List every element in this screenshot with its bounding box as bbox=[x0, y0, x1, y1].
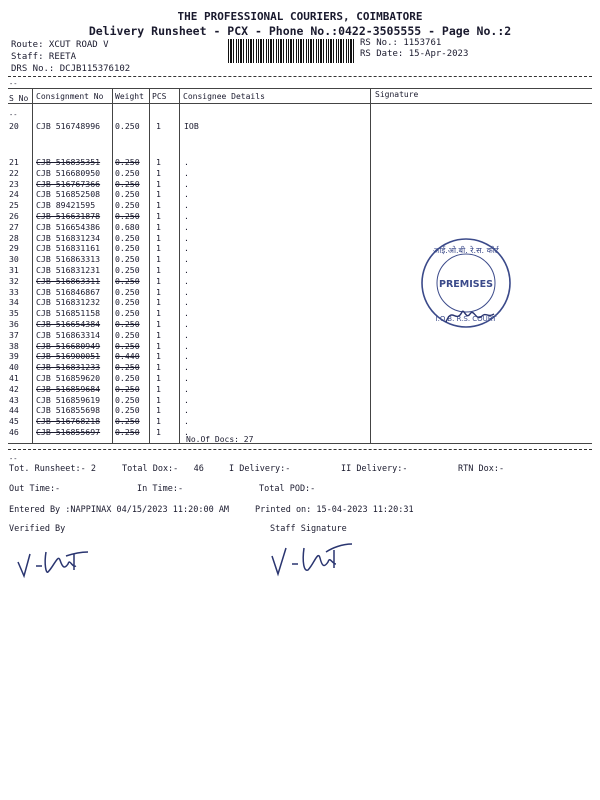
cell-weight: 0.680 bbox=[115, 221, 140, 232]
tot-runsheet: Tot. Runsheet:- 2 bbox=[9, 464, 96, 474]
cell-pcs: 1 bbox=[156, 427, 161, 437]
cell-consignment: CJB 516863313 bbox=[36, 254, 101, 265]
cell-pcs: 1 bbox=[156, 383, 161, 394]
cell-pcs: 1 bbox=[156, 200, 161, 211]
cell-pcs: 1 bbox=[156, 373, 161, 383]
cell-pcs: 1 bbox=[156, 319, 161, 329]
cell-sno: 22 bbox=[9, 167, 19, 178]
cell-details: . bbox=[184, 254, 189, 265]
total-dox: Total Dox:- 46 bbox=[122, 464, 204, 474]
cell-pcs: 1 bbox=[156, 211, 161, 221]
ii-delivery: II Delivery:- bbox=[341, 464, 408, 474]
cell-sno: 26 bbox=[9, 211, 19, 221]
cell-details: . bbox=[184, 383, 189, 394]
table-row bbox=[0, 168, 600, 179]
cell-consignment: CJB 516831234 bbox=[36, 232, 101, 243]
cell-pcs: 1 bbox=[156, 254, 161, 265]
cell-details: . bbox=[184, 189, 189, 200]
cell-sno: 43 bbox=[9, 394, 19, 405]
cell-details: . bbox=[184, 373, 189, 383]
cell-weight: 0.250 bbox=[115, 189, 140, 200]
cell-weight: 0.250 bbox=[115, 286, 140, 297]
col-sno: S No bbox=[9, 94, 29, 103]
cell-sno: 27 bbox=[9, 221, 19, 232]
cell-consignment: CJB 516863314 bbox=[36, 329, 101, 340]
col-consignment: Consignment No bbox=[36, 92, 104, 101]
entered-by: Entered By :NAPPINAX 04/15/2023 11:20:00 AM bbox=[9, 505, 230, 515]
cell-weight: 0.250 bbox=[115, 405, 140, 416]
printed-on: Printed on: 15-04-2023 11:20:31 bbox=[255, 505, 414, 515]
cell-consignment: CJB 89421595 bbox=[36, 200, 96, 211]
in-time: In Time:- bbox=[137, 484, 184, 494]
header-divider bbox=[8, 76, 592, 77]
cell-details: . bbox=[184, 405, 189, 416]
cell-sno: 30 bbox=[9, 254, 19, 265]
table-row bbox=[0, 395, 600, 406]
cell-pcs: 1 bbox=[156, 340, 161, 351]
footer-divider bbox=[8, 449, 592, 450]
verified-signature bbox=[14, 540, 94, 580]
total-pod: Total POD:- bbox=[259, 484, 316, 494]
cell-consignment: CJB 516855697 bbox=[36, 427, 101, 437]
cell-consignment: CJB 516831161 bbox=[36, 243, 101, 254]
cell-pcs: 1 bbox=[156, 275, 161, 286]
cell-weight: 0.250 bbox=[115, 427, 140, 437]
cell-pcs: 1 bbox=[156, 405, 161, 416]
cell-pcs: 1 bbox=[156, 189, 161, 200]
col-pcs: PCS bbox=[152, 92, 167, 101]
table-bottom-border bbox=[8, 443, 592, 444]
verified-by-label: Verified By bbox=[9, 524, 66, 534]
rtn-dox: RTN Dox:- bbox=[458, 464, 505, 474]
stamp-center-text: PREMISES bbox=[439, 279, 493, 290]
cell-sno: 42 bbox=[9, 383, 19, 394]
cell-pcs: 1 bbox=[156, 329, 161, 340]
cell-weight: 0.250 bbox=[115, 243, 140, 254]
table-row bbox=[0, 384, 600, 395]
cell-consignment: CJB 516852508 bbox=[36, 189, 101, 200]
verified-signature-path bbox=[18, 552, 88, 576]
cell-details: . bbox=[184, 351, 189, 362]
cell-weight: 0.250 bbox=[115, 254, 140, 265]
table-row bbox=[0, 341, 600, 352]
stamp-signature bbox=[440, 300, 500, 330]
footer-marks: -- bbox=[9, 455, 18, 463]
cell-details: . bbox=[184, 167, 189, 178]
cell-consignment: CJB 516680950 bbox=[36, 167, 101, 178]
table-row bbox=[0, 211, 600, 222]
cell-consignment: CJB 516767366 bbox=[36, 178, 101, 189]
cell-consignment: CJB 516863311 bbox=[36, 275, 101, 286]
cell-consignment: CJB 516859684 bbox=[36, 383, 101, 394]
company-title: THE PROFESSIONAL COURIERS, COIMBATORE bbox=[177, 10, 423, 23]
cell-weight: 0.250 bbox=[115, 329, 140, 340]
staff-signature-path bbox=[272, 544, 352, 574]
cell-pcs: 1 bbox=[156, 243, 161, 254]
cell-weight: 0.250 bbox=[115, 157, 140, 167]
cell-details: . bbox=[184, 362, 189, 373]
cell-consignment: CJB 516631878 bbox=[36, 211, 101, 221]
cell-sno: 21 bbox=[9, 157, 19, 167]
table-row bbox=[0, 189, 600, 200]
cell-sno: 44 bbox=[9, 405, 19, 416]
out-time: Out Time:- bbox=[9, 484, 61, 494]
cell-weight: 0.250 bbox=[115, 319, 140, 329]
cell-weight: 0.250 bbox=[115, 121, 140, 131]
cell-weight: 0.250 bbox=[115, 362, 140, 373]
cell-weight: 0.440 bbox=[115, 351, 140, 362]
table-row bbox=[0, 427, 600, 438]
cell-consignment: CJB 516846867 bbox=[36, 286, 101, 297]
cell-consignment: CJB 516851158 bbox=[36, 308, 101, 319]
cell-details: . bbox=[184, 275, 189, 286]
table-row bbox=[0, 330, 600, 341]
cell-sno: 32 bbox=[9, 275, 19, 286]
cell-sno: 41 bbox=[9, 373, 19, 383]
table-row bbox=[0, 179, 600, 190]
cell-sno: 39 bbox=[9, 351, 19, 362]
cell-details: . bbox=[184, 394, 189, 405]
cell-consignment: CJB 516859620 bbox=[36, 373, 101, 383]
docs-count: No.Of Docs: 27 bbox=[186, 435, 254, 444]
rs-date: RS Date: 15-Apr-2023 bbox=[360, 49, 469, 59]
cell-weight: 0.250 bbox=[115, 211, 140, 221]
cell-consignment: CJB 516831231 bbox=[36, 265, 101, 275]
drs-number: DRS No.: DCJB115376102 bbox=[11, 64, 131, 74]
cell-details: . bbox=[184, 211, 189, 221]
cell-weight: 0.250 bbox=[115, 394, 140, 405]
cell-sno: 45 bbox=[9, 416, 19, 427]
cell-sno: 28 bbox=[9, 232, 19, 243]
cell-details: . bbox=[184, 416, 189, 427]
row-marks: -- bbox=[9, 111, 18, 119]
stamp-top-text: आई.ओ.बी. रे.स. कोर्ट bbox=[433, 246, 499, 255]
rs-number: RS No.: 1153761 bbox=[360, 38, 442, 48]
table-row bbox=[0, 373, 600, 384]
cell-weight: 0.250 bbox=[115, 200, 140, 211]
cell-pcs: 1 bbox=[156, 265, 161, 275]
stamp-signature-path bbox=[446, 311, 494, 322]
staff-label: Staff: REETA bbox=[11, 52, 77, 62]
cell-sno: 37 bbox=[9, 329, 19, 340]
table-row bbox=[0, 121, 600, 132]
cell-consignment: CJB 516680949 bbox=[36, 340, 101, 351]
cell-sno: 25 bbox=[9, 200, 19, 211]
cell-details: . bbox=[184, 308, 189, 319]
cell-consignment: CJB 516835351 bbox=[36, 157, 101, 167]
table-top-marks: -- bbox=[9, 80, 18, 88]
cell-pcs: 1 bbox=[156, 121, 161, 131]
cell-consignment: CJB 516768218 bbox=[36, 416, 101, 427]
cell-weight: 0.250 bbox=[115, 167, 140, 178]
cell-details: . bbox=[184, 427, 189, 437]
cell-weight: 0.250 bbox=[115, 232, 140, 243]
cell-sno: 33 bbox=[9, 286, 19, 297]
cell-weight: 0.250 bbox=[115, 308, 140, 319]
cell-weight: 0.250 bbox=[115, 340, 140, 351]
cell-pcs: 1 bbox=[156, 351, 161, 362]
cell-weight: 0.250 bbox=[115, 297, 140, 308]
i-delivery: I Delivery:- bbox=[229, 464, 291, 474]
cell-sno: 23 bbox=[9, 178, 19, 189]
table-row bbox=[0, 200, 600, 211]
cell-pcs: 1 bbox=[156, 157, 161, 167]
cell-weight: 0.250 bbox=[115, 275, 140, 286]
stamp-bottom-text: I.O.B. R.S. COURT bbox=[435, 315, 497, 323]
cell-details: . bbox=[184, 286, 189, 297]
cell-sno: 36 bbox=[9, 319, 19, 329]
cell-sno: 46 bbox=[9, 427, 19, 437]
table-row bbox=[0, 351, 600, 362]
staff-signature-label: Staff Signature bbox=[270, 524, 347, 534]
barcode bbox=[228, 39, 356, 63]
cell-sno: 34 bbox=[9, 297, 19, 308]
cell-sno: 40 bbox=[9, 362, 19, 373]
cell-pcs: 1 bbox=[156, 362, 161, 373]
cell-weight: 0.250 bbox=[115, 373, 140, 383]
col-consignee: Consignee Details bbox=[183, 92, 265, 101]
cell-sno: 20 bbox=[9, 121, 19, 131]
column-header-border bbox=[8, 103, 592, 104]
table-row bbox=[0, 362, 600, 373]
cell-consignment: CJB 516831233 bbox=[36, 362, 101, 373]
cell-details: . bbox=[184, 178, 189, 189]
cell-consignment: CJB 516900051 bbox=[36, 351, 101, 362]
cell-details: . bbox=[184, 265, 189, 275]
cell-pcs: 1 bbox=[156, 416, 161, 427]
cell-pcs: 1 bbox=[156, 232, 161, 243]
cell-details: . bbox=[184, 200, 189, 211]
cell-sno: 24 bbox=[9, 189, 19, 200]
cell-consignment: CJB 516748996 bbox=[36, 121, 101, 131]
runsheet-subtitle: Delivery Runsheet - PCX - Phone No.:0422-3505555 - Page No.:2 bbox=[88, 24, 512, 38]
cell-sno: 29 bbox=[9, 243, 19, 254]
cell-pcs: 1 bbox=[156, 297, 161, 308]
cell-consignment: CJB 516654386 bbox=[36, 221, 101, 232]
table-row bbox=[0, 405, 600, 416]
cell-details: . bbox=[184, 232, 189, 243]
staff-signature bbox=[268, 536, 358, 580]
cell-weight: 0.250 bbox=[115, 383, 140, 394]
cell-sno: 35 bbox=[9, 308, 19, 319]
cell-pcs: 1 bbox=[156, 178, 161, 189]
cell-weight: 0.250 bbox=[115, 178, 140, 189]
cell-details: . bbox=[184, 340, 189, 351]
table-top-border bbox=[8, 88, 592, 89]
cell-weight: 0.250 bbox=[115, 265, 140, 275]
cell-weight: 0.250 bbox=[115, 416, 140, 427]
cell-pcs: 1 bbox=[156, 308, 161, 319]
cell-consignment: CJB 516855698 bbox=[36, 405, 101, 416]
cell-pcs: 1 bbox=[156, 167, 161, 178]
cell-details: . bbox=[184, 319, 189, 329]
cell-details: . bbox=[184, 221, 189, 232]
cell-details: . bbox=[184, 243, 189, 254]
cell-pcs: 1 bbox=[156, 394, 161, 405]
col-signature: Signature bbox=[375, 90, 419, 99]
cell-consignment: CJB 516654384 bbox=[36, 319, 101, 329]
cell-details: . bbox=[184, 329, 189, 340]
cell-sno: 38 bbox=[9, 340, 19, 351]
cell-pcs: 1 bbox=[156, 286, 161, 297]
cell-details: IOB bbox=[184, 121, 199, 131]
route-label: Route: XCUT ROAD V bbox=[11, 40, 109, 50]
cell-consignment: CJB 516859619 bbox=[36, 394, 101, 405]
table-row bbox=[0, 157, 600, 168]
table-row bbox=[0, 222, 600, 233]
cell-pcs: 1 bbox=[156, 221, 161, 232]
cell-consignment: CJB 516831232 bbox=[36, 297, 101, 308]
cell-details: . bbox=[184, 157, 189, 167]
col-weight: Weight bbox=[115, 92, 144, 101]
table-row bbox=[0, 416, 600, 427]
cell-details: . bbox=[184, 297, 189, 308]
cell-sno: 31 bbox=[9, 265, 19, 275]
